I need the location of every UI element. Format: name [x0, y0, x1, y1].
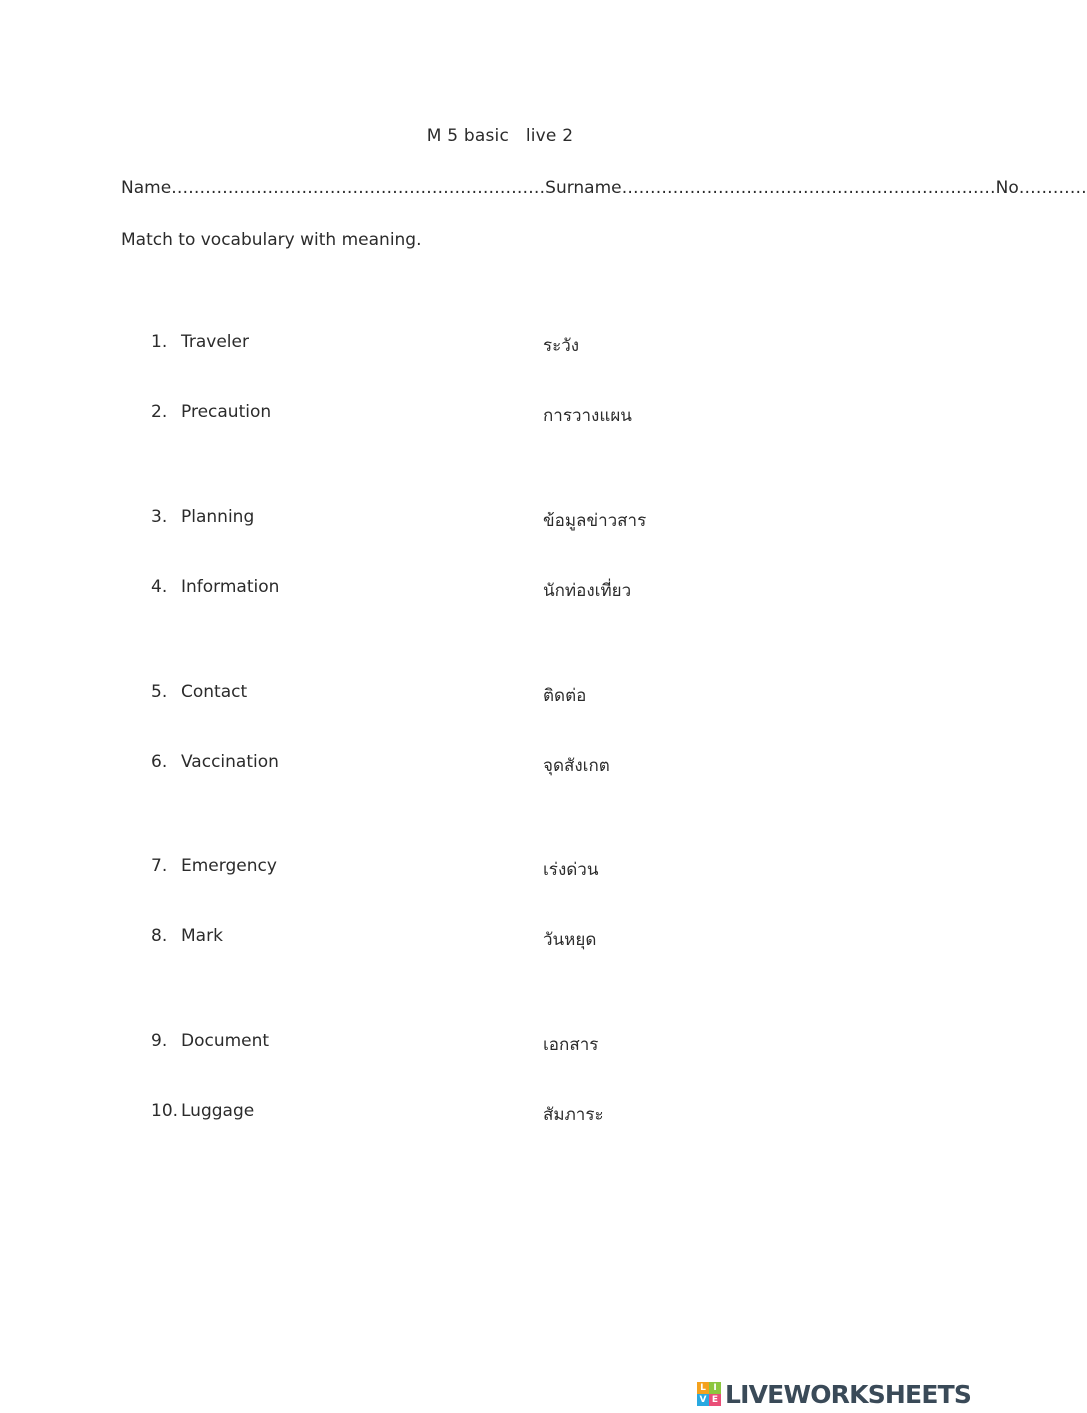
vocabulary-item [0, 682, 1000, 708]
vocabulary-item [0, 926, 1000, 952]
item-meaning: ระวัง [543, 336, 580, 356]
item-word: Contact [181, 682, 248, 702]
item-number: 7. [151, 856, 168, 876]
vocabulary-item [0, 1101, 1000, 1127]
item-number: 4. [151, 577, 168, 597]
vocabulary-item [0, 752, 1000, 778]
item-word: Document [181, 1031, 270, 1051]
logo-tile-icon: I [709, 1382, 721, 1394]
logo-tile-icon: L [697, 1382, 709, 1394]
vocabulary-item [0, 1031, 1000, 1057]
vocabulary-item [0, 402, 1000, 428]
item-word: Emergency [181, 856, 277, 876]
page-title: M 5 basic live 2 [426, 126, 574, 146]
item-number: 6. [151, 752, 168, 772]
item-word: Mark [181, 926, 223, 946]
instruction-text: Match to vocabulary with meaning. [121, 230, 422, 250]
item-number: 3. [151, 507, 168, 527]
item-number: 1. [151, 332, 168, 352]
item-number: 5. [151, 682, 168, 702]
vocabulary-item [0, 577, 1000, 603]
item-number: 8. [151, 926, 168, 946]
item-word: Traveler [181, 332, 249, 352]
item-meaning: การวางแผน [543, 406, 632, 426]
item-meaning: นักท่องเที่ยว [543, 581, 632, 601]
logo-tile-icon: E [709, 1394, 721, 1406]
liveworksheets-brand [697, 1378, 971, 1410]
item-word: Planning [181, 507, 255, 527]
item-meaning: เอกสาร [543, 1035, 599, 1055]
item-meaning: ติดต่อ [543, 686, 587, 706]
item-number: 10. [151, 1101, 179, 1121]
item-meaning: ข้อมูลข่าวสาร [543, 511, 647, 531]
item-number: 2. [151, 402, 168, 422]
liveworksheets-logo-icon [697, 1382, 721, 1406]
logo-tile-icon: V [697, 1394, 709, 1406]
name-surname-number-line: Name…………………………………………………………Surname…………………………………………………………No………… [121, 178, 1087, 198]
vocabulary-item [0, 856, 1000, 882]
item-meaning: วันหยุด [543, 930, 597, 950]
item-word: Luggage [181, 1101, 255, 1121]
item-meaning: เร่งด่วน [543, 860, 599, 880]
vocabulary-item [0, 507, 1000, 533]
vocabulary-item [0, 332, 1000, 358]
item-word: Information [181, 577, 280, 597]
item-meaning: จุดสังเกต [543, 756, 610, 776]
brand-name: LIVEWORKSHEETS [725, 1379, 972, 1409]
item-word: Vaccination [181, 752, 279, 772]
item-number: 9. [151, 1031, 168, 1051]
item-meaning: สัมภาระ [543, 1105, 604, 1125]
item-word: Precaution [181, 402, 272, 422]
